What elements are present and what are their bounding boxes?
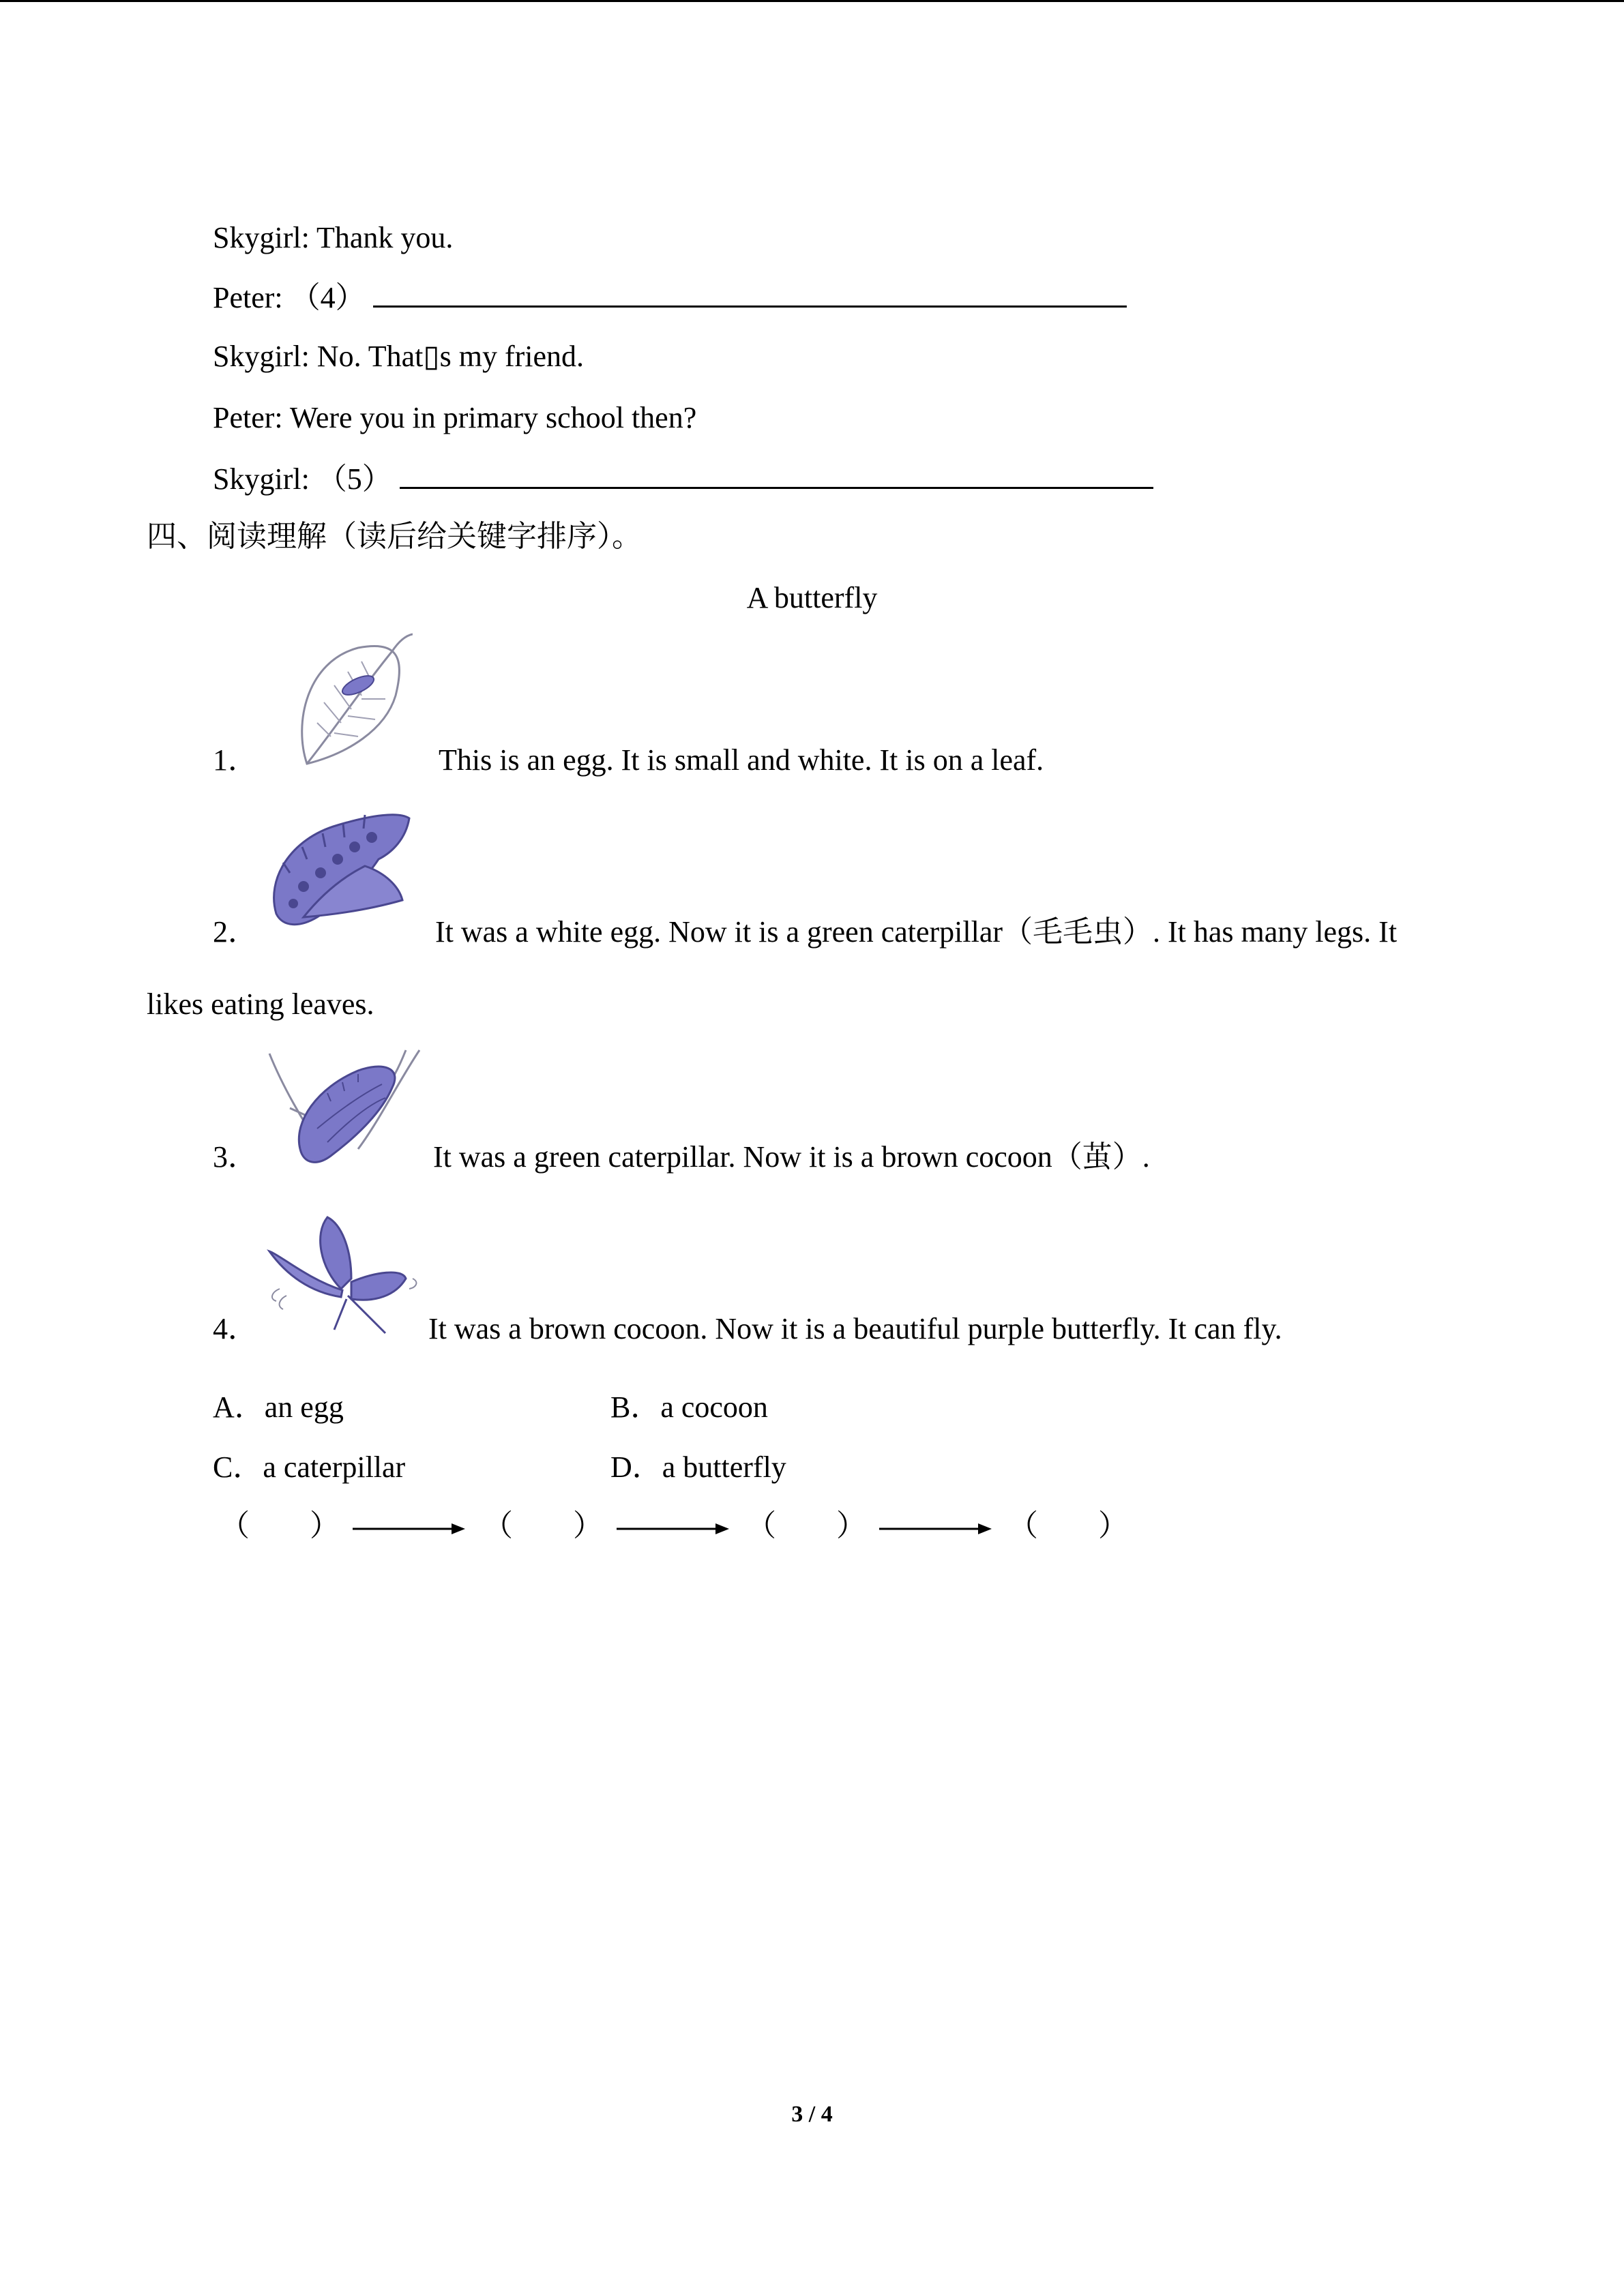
item-4-text: It was a brown cocoon. Now it is a beautiful purple butterfly. It can fly. — [428, 1312, 1282, 1345]
dialogue-line-2 — [213, 278, 1127, 316]
dialogue-line-3: Skygirl: No. That▯s my friend. — [213, 340, 585, 373]
option-c: C．a caterpillar — [213, 1450, 406, 1484]
option-b: B．a cocoon — [610, 1390, 768, 1424]
cocoon-icon — [263, 1047, 426, 1169]
item-1-text: This is an egg. It is small and white. It is on a leaf. — [439, 743, 1044, 777]
answer-slot-4[interactable]: （ ） — [1008, 1509, 1128, 1542]
arrow-right-icon — [879, 1522, 992, 1536]
dialogue-line-4: Peter: Were you in primary school then? — [213, 401, 697, 434]
butterfly-icon — [266, 1214, 423, 1340]
arrow-right-icon — [353, 1522, 465, 1536]
answer-slot-2[interactable]: （ ） — [483, 1509, 603, 1542]
dialogue-line-5 — [213, 460, 1153, 498]
dialogue-line-5-label: Skygirl: （5） — [213, 462, 392, 496]
answer-slot-1[interactable]: （ ） — [220, 1509, 340, 1542]
dialogue-line-1: Skygirl: Thank you. — [213, 221, 454, 254]
item-2-text-continued: likes eating leaves. — [147, 987, 374, 1021]
answer-slot-3[interactable]: （ ） — [746, 1509, 866, 1542]
arrow-right-icon — [617, 1522, 729, 1536]
item-2-number: 2． — [213, 915, 258, 949]
section-heading: 四、阅读理解（读后给关键字排序）。 — [147, 520, 642, 553]
item-4-number: 4． — [213, 1312, 258, 1345]
item-3-text: It was a green caterpillar. Now it is a brown cocoon（茧）. — [433, 1140, 1150, 1174]
page-number: 3 / 4 — [791, 2102, 833, 2127]
option-a: A．an egg — [213, 1390, 344, 1424]
answer-blank-4[interactable] — [373, 278, 1127, 308]
answer-blank-5[interactable] — [400, 460, 1153, 489]
caterpillar-icon — [263, 798, 416, 931]
item-2-text: It was a white egg. Now it is a green caterpillar（毛毛虫）. It has many legs. It — [435, 915, 1398, 949]
option-d: D．a butterfly — [610, 1450, 786, 1484]
passage-title: A butterfly — [746, 581, 878, 614]
leaf-egg-icon — [293, 627, 413, 767]
dialogue-line-2-label: Peter: （4） — [213, 281, 366, 314]
item-1-number: 1． — [213, 743, 258, 777]
item-3-number: 3． — [213, 1140, 258, 1174]
